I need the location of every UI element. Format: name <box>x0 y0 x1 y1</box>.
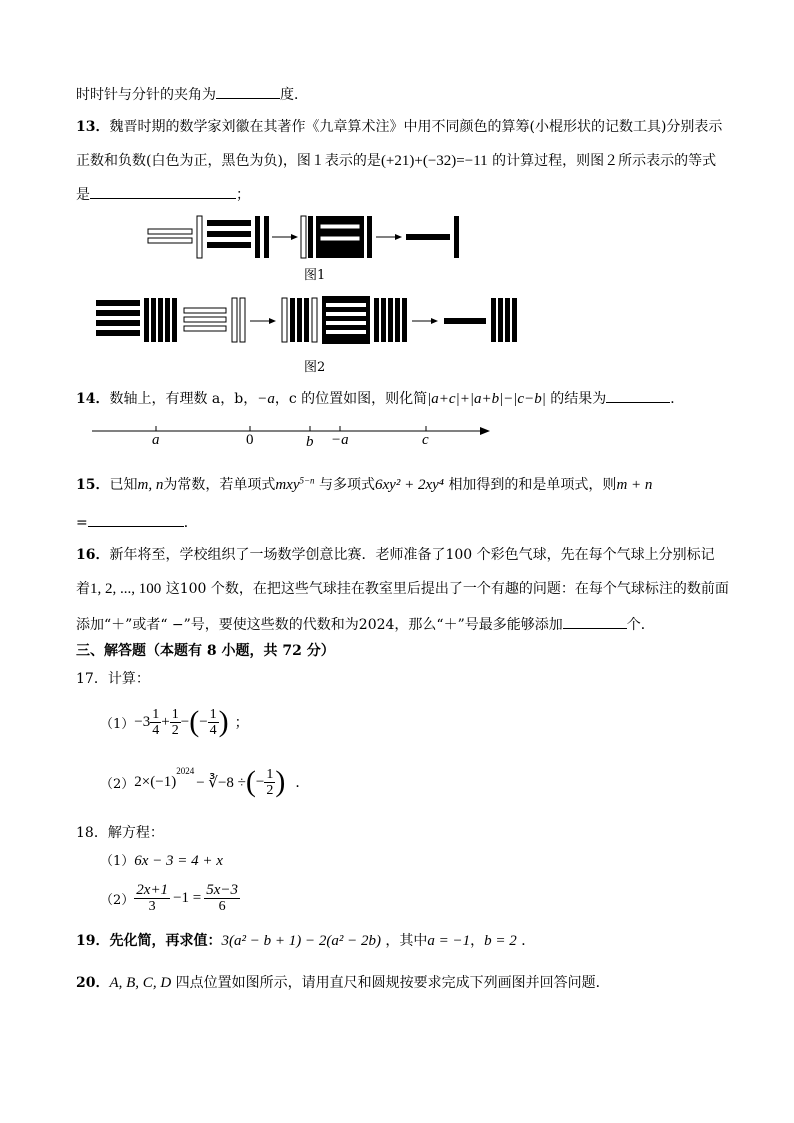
q13-text3-end: ； <box>236 187 250 203</box>
q17-part1-label: （1） <box>100 716 135 732</box>
q13-line1 <box>76 116 722 136</box>
q13-number: 13． <box>76 119 110 135</box>
q17-part2: （2） 2×(−1) $^{2024}$ − ∛−8 ÷ ( − $\frac{1}{2}$ ) ． <box>100 765 310 798</box>
q19-expression: 3(a² − b + 1) − 2(a² − 2b) <box>221 933 381 949</box>
axis-label-b: b <box>306 434 314 450</box>
q15-text-d: 相加得到的和是单项式，则 <box>448 477 617 493</box>
q17-part2-mid: − ∛−8 ÷ <box>196 774 246 791</box>
q15-end: ． <box>183 515 198 531</box>
q19-cond-b: b = 2 <box>484 933 517 949</box>
q18-part1 <box>100 850 223 870</box>
q16-text2b: 这100 个数，在把这些气球挂在教室里后提出了一个有趣的问题：在每个气球标注的数前面 <box>165 581 729 597</box>
q18-title: 18．解方程： <box>76 825 164 841</box>
q16-text3: 添加“＋”或者“ −”号，要使这些数的代数和为2024，那么“＋”号最多能够添加 <box>76 617 563 633</box>
q20-text: 四点位置如图所示，请用直尺和圆规按要求完成下列画图并回答问题． <box>175 975 610 991</box>
figure-1-caption: 图1 <box>304 268 326 283</box>
figure-2-caption: 图2 <box>304 360 326 375</box>
q14-text-c: 的结果为 <box>550 391 607 407</box>
q16-line2 <box>76 578 729 598</box>
q18-part2-label: （2） <box>100 892 135 908</box>
q13-expression: (+21)+(−32)=−11 <box>380 153 488 169</box>
q19-line: 19．先化简，再求值：3(a² − b + 1) − 2(a² − 2b) ，其中a = −1，b = 2 ． <box>76 933 536 949</box>
q16-sequence: 1, 2, ..., 100 <box>90 581 162 597</box>
axis-label-neg-a: −a <box>331 432 349 448</box>
q15-mn: m, n <box>137 477 164 493</box>
q15-text-a: 已知 <box>109 477 138 493</box>
q17-part2-label: （2） <box>100 776 135 792</box>
q15-monomial-exponent: 5−n <box>299 475 315 486</box>
q16-end: 个． <box>626 617 655 633</box>
q17-frac4: $\frac{1}{2}$ <box>266 766 274 798</box>
q17-part2-end: ． <box>295 775 310 791</box>
q15-text-b: 为常数，若单项式 <box>163 477 276 493</box>
q20-points: A, B, C, D <box>109 975 172 991</box>
q16-number: 16． <box>76 547 110 563</box>
q16-answer-blank[interactable] <box>563 614 627 629</box>
q17-frac2: $\frac{1}{2}$ <box>171 706 179 738</box>
q17-part1-expr: −3 <box>134 713 151 730</box>
q15-equals: = <box>76 515 88 531</box>
q15-line2 <box>76 512 198 532</box>
figure-2-counting-rods <box>92 294 532 346</box>
q20-line <box>76 972 610 992</box>
q14-text-a: 数轴上，有理数 a，b， <box>109 391 258 407</box>
q14-expression: |a+c|+|a+b|−|c−b| <box>427 391 546 407</box>
q13-text3: 是 <box>76 187 90 203</box>
q15-target: m + n <box>616 477 653 493</box>
q14-neg-a: −a <box>257 391 275 407</box>
q15-line1 <box>76 474 652 494</box>
q12-tail <box>76 84 308 104</box>
q17-frac1: $\frac{1}{4}$ <box>152 706 160 738</box>
q12-text: 时时针与分针的夹角为 <box>76 87 216 103</box>
axis-label-a: a <box>152 432 160 448</box>
q16-line1 <box>76 544 715 564</box>
q17-part1-end: ； <box>234 715 249 731</box>
figure-1-counting-rods <box>140 210 480 262</box>
q14-answer-blank[interactable] <box>606 388 670 403</box>
section-3-heading: 三、解答题（本题有 8 小题，共 72 分） <box>76 643 335 659</box>
q19-text: 19．先化简，再求值： <box>76 933 222 949</box>
axis-label-zero: 0 <box>246 432 254 448</box>
q18-part1-label: （1） <box>100 854 135 869</box>
q16-text1: 新年将至，学校组织了一场数学创意比赛．老师准备了100 个彩色气球，先在每个气球上分别标记 <box>109 547 715 563</box>
q19-text2: ，其中 <box>385 933 428 949</box>
q13-text2a: 正数和负数(白色为正，黑色为负)，图１表示的是 <box>76 153 381 169</box>
q13-answer-blank[interactable] <box>90 184 236 199</box>
q17-part2-expr: 2×(−1) <box>134 773 177 790</box>
q17-part2-exponent: 2024 <box>176 766 195 776</box>
q16-text2a: 着 <box>76 581 90 597</box>
q13-line3 <box>76 184 250 204</box>
axis-label-c: c <box>422 432 429 448</box>
q15-polynomial: 6xy² + 2xy⁴ <box>375 477 444 493</box>
q18-part2-mid: −1 = <box>173 889 202 906</box>
q13-text1: 魏晋时期的数学家刘徽在其著作《九章算术注》中用不同颜色的算筹(小棍形状的记数工具)分别表示 <box>109 119 723 135</box>
q18-part2 <box>100 878 240 918</box>
q13-text2b: 的计算过程，则图２所示表示的等式 <box>492 153 717 169</box>
q17-title: 17．计算： <box>76 671 150 687</box>
q14-line <box>76 388 684 408</box>
q15-answer-blank[interactable] <box>88 512 184 527</box>
q15-number: 15． <box>76 477 110 493</box>
q14-number: 14． <box>76 391 110 407</box>
q19-cond-a: a = −1 <box>427 933 471 949</box>
q13-line2 <box>76 150 716 170</box>
q12-suffix: 度． <box>280 87 308 103</box>
q15-monomial: mxy <box>275 477 300 493</box>
q12-blank[interactable] <box>216 84 280 99</box>
q14-text-b: ，c 的位置如图，则化简 <box>274 391 428 407</box>
q17-frac3: $\frac{1}{4}$ <box>209 706 217 738</box>
q14-end: ． <box>670 391 685 407</box>
q20-number: 20． <box>76 975 110 991</box>
q16-line3 <box>76 614 655 634</box>
q15-text-c: 与多项式 <box>319 477 376 493</box>
q18-part1-expr: 6x − 3 = 4 + x <box>134 853 223 869</box>
q18-frac2: $\frac{5x-3}{6}$ <box>206 881 239 914</box>
q17-part1: （1） −3 $\frac{1}{4}$ + $\frac{1}{2}$ − ( − $\frac{1}{4}$ ) ； <box>100 705 249 738</box>
q18-frac1: $\frac{2x+1}{3}$ <box>136 881 169 914</box>
